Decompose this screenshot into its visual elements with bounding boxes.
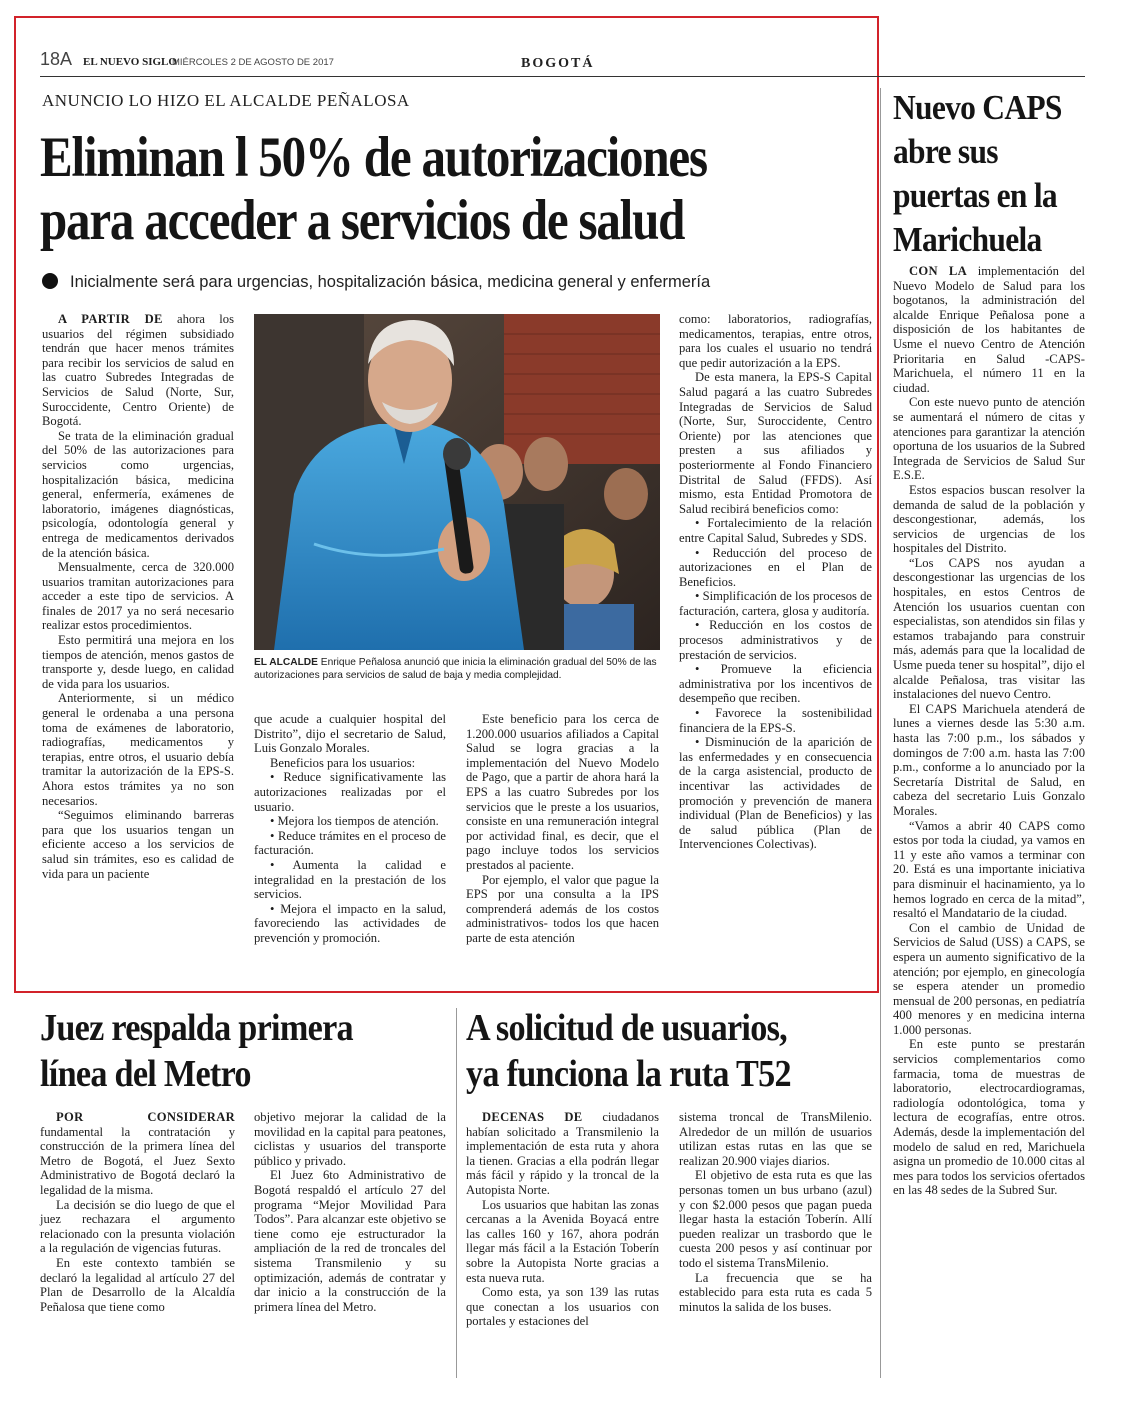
paragraph: El objetivo de esta ruta es que las personas tomen un bus urbano (azul) y con $2.000 pesos que pagan pueda llegar hasta la estación Toberín. Allí pueden realizar un trasbordo que le cuesta 200 pesos y así continuar por todo el sistema TransMilenio. (679, 1168, 872, 1270)
paragraph: sistema troncal de TransMilenio. Alrededor de un millón de usuarios utilizan estas rutas en las que se realizan 20.900 viajes diarios. (679, 1110, 872, 1168)
paragraph: “Los CAPS nos ayudan a descongestionar las urgencias de los hospitales, en estos Centros de Atención los usuarios cuentan con especialistas, son atendidos sin filas y estamos trabajando para construir más, además para que la localidad de Usme pueda tener su hospital”, dijo el alcalde Peñalosa, tras visitar las instalaciones del nuevo Centro. (893, 555, 1086, 702)
bullet-item: • Reduce trámites en el proceso de facturación. (254, 828, 446, 858)
main-column-4 (679, 312, 872, 852)
t52-lead-in: DECENAS DE (482, 1110, 583, 1124)
paragraph: ciudadanos habían solicitado a Transmilenio la implementación de esta ruta y ahora la tienen. Gracias a ella podrán llegar más fácil y rápido y la troncal de la Autopista Norte. (466, 1110, 659, 1197)
bullet-item: • Reduce significativamente las autorizaciones realizadas por el usuario. (254, 770, 446, 814)
paragraph: De esta manera, la EPS-S Capital Salud pagará a las cuatro Subredes Integradas de Servicios de Salud (Norte, Sur, Suroccidente, Centro Oriente) por las atenciones que presten a sus afiliados y posteriormente al Fondo Financiero Distrital de Salud (FFDS). Así mismo, esta Entidad Promotora de Salud recibirá beneficios como: (679, 370, 872, 516)
caption-lead: EL ALCALDE (254, 657, 318, 668)
paragraph: Beneficios para los usuarios: (270, 755, 416, 770)
paragraph: que acude a cualquier hospital del Distrito”, dijo el secretario de Salud, Luis Gonzalo Morales. (254, 712, 446, 756)
paragraph: El CAPS Marichuela atenderá de lunes a viernes desde las 5:30 a.m. hasta las 7:00 p.m., los sábados y domingos de 7:00 a.m. hasta las 7:00 p.m., conforme a lo anunciado por la Secretaría Distrital de Salud, en cabeza del secretario Luis Gonzalo Morales. (893, 701, 1085, 818)
paragraph: La frecuencia que se ha establecido para esta ruta es cada 5 minutos la salida de los buses. (679, 1270, 872, 1314)
paragraph: Se trata de la eliminación gradual del 50% de las autorizaciones para servicios como urgencias, hospitalización básica, medicina general, enfermería, exámenes de laboratorio, imágenes diagnósticas, psicología, odontología general y entrega de medicamentos derivados de la atención básica. (42, 428, 234, 560)
sidebar-column (893, 264, 1085, 1198)
paragraph: Con el cambio de Unidad de Servicios de Salud (USS) a CAPS, se espera un aumento significativo de la atención; por ejemplo, en ginecología se espera atender un promedio mensual de 200 personas, en pediatría 400 menores y en medicina interna 1.000 personas. (893, 920, 1085, 1037)
paragraph: En este contexto también se declaró la legalidad al artículo 27 del Plan de Desarrollo de la Alcaldía Peñalosa que tiene como (40, 1255, 235, 1314)
sidebar-lead-in: CON LA (909, 264, 968, 278)
paragraph: objetivo mejorar la calidad de la movilidad en la capital para peatones, ciclistas y usuarios del transporte público y privado. (254, 1110, 446, 1168)
paragraph: “Vamos a abrir 40 CAPS como estos por toda la ciudad, ya vamos en 11 y este año vamos a terminar con 20. Está es una importante iniciativa para disminuir el hacinamiento, ya lo hemos logrado en cerca de la mitad”, resaltó el Mandatario de la ciudad. (893, 818, 1085, 921)
bullet-item: • Reducción en los costos de procesos administrativos y de prestación de servicios. (679, 618, 872, 662)
bullet-item: • Favorece la sostenibilidad financiera de la EPS-S. (679, 706, 872, 735)
main-headline-line-1: Eliminan l 50% de autorizaciones (40, 126, 707, 189)
sidebar-headline-line: abre sus (893, 132, 998, 171)
juez-headline-line: línea del Metro (40, 1053, 251, 1095)
page-number: 18A (40, 49, 73, 69)
caption-text: Enrique Peñalosa anunció que inicia la eliminación gradual del 50% de las autorizaciones para servicios de salud de baja y media complejidad. (254, 657, 657, 682)
juez-headline-line: Juez respalda primera (40, 1007, 353, 1049)
bullet-dot-icon (42, 273, 58, 289)
main-column-1 (42, 312, 234, 881)
mayor-photo-image (254, 314, 660, 650)
photo-caption (254, 656, 660, 683)
paragraph: como: laboratorios, radiografías, medicamentos, terapias, entre otros, para los cuales el usuario no tendrá que pedir autorización a la EPS. (679, 312, 872, 370)
paragraph: Por ejemplo, el valor que pague la EPS por una consulta a la IPS comprenderá además de los costos administrativos- todos los que hacen parte de esta atención (466, 872, 659, 945)
paragraph: En este punto se prestarán servicios complementarios como farmacia, toma de muestras de laboratorio, electrocardiogramas, radiología odontológica, toma y lectura de ecografías, entre otros. Además, desde la implementación del modelo de salud en red, Marichuela asigna un promedio de 10.000 citas al mes para todos los servicios ofertados en las 48 sedes de la Subred Sur. (893, 1037, 1085, 1198)
paragraph: El Juez 6to Administrativo de Bogotá respaldó el artículo 27 del programa “Mejor Movilidad Para Todos”. Para alcanzar este objetivo se tiene como eje estructurador la ampliación de la red de troncales del sistema Transmilenio y su optimización, además de contratar y dar inicio a la construcción de la primera línea del Metro. (254, 1168, 446, 1314)
main-column-3 (466, 712, 659, 946)
paragraph: implementación del Nuevo Modelo de Salud para los bogotanos, la administración del alcalde Enrique Peñalosa pone a disposición de los habitantes de Usme el nuevo Centro de Atención Prioritaria en Salud -CAPS- Marichuela, el número 11 en la ciudad. (893, 264, 1085, 395)
paragraph: Con este nuevo punto de atención se aumentará el número de citas y atenciones para garantizar la atención oportuna de los usuarios de la Subred Integrada de Servicios de Salud Sur E.S.E. (893, 395, 1085, 483)
t52-column-1 (466, 1110, 659, 1329)
mayor-photo (254, 314, 660, 650)
bottom-divider (456, 1008, 457, 1378)
paragraph: La decisión se dio luego de que el juez rechazara el argumento relacionado con la presunta violación a la regulación de vigencias futuras. (40, 1197, 235, 1256)
paragraph: Anteriormente, si un médico general le ordenaba a una persona toma de exámenes de laboratorio, radiografías, medicamentos y terapias, entre otros, el usuario debía tramitar la autorización de la EPS-S. Ahora estos trámites ya no son necesarios. (42, 691, 234, 808)
main-lead-in: A PARTIR DE (58, 312, 163, 326)
bullet-item: • Promueve la eficiencia administrativa por los incentivos de desempeño que reciben. (679, 662, 872, 706)
t52-headline (466, 1005, 862, 1097)
main-subhead (42, 273, 710, 292)
paragraph: Como esta, ya son 139 las rutas que conectan a los usuarios con portales y estaciones del (466, 1285, 659, 1329)
main-headline (40, 126, 754, 252)
t52-headline-line: ya funciona la ruta T52 (466, 1053, 791, 1095)
main-kicker: ANUNCIO LO HIZO EL ALCALDE PEÑALOSA (42, 91, 410, 110)
juez-column-1 (40, 1110, 235, 1314)
main-headline-line-2: para acceder a servicios de salud (40, 189, 685, 252)
newspaper-name: EL NUEVO SIGLO (83, 56, 177, 68)
sidebar-headline-line: Nuevo CAPS (893, 88, 1062, 127)
bullet-item: • Simplificación de los procesos de facturación, cartera, glosa y auditoría. (679, 589, 872, 618)
header-divider (40, 76, 1085, 77)
paragraph: fundamental la contratación y construcción de la primera línea del Metro de Bogotá, el Juez Sexto Administrativo de Bogotá declaró la legalidad de la misma. (40, 1124, 235, 1197)
juez-column-2 (254, 1110, 446, 1314)
bullet-item: • Mejora los tiempos de atención. (270, 814, 439, 829)
sidebar-divider (880, 88, 881, 1378)
bullet-item: • Disminución de la aparición de las enfermedades y en consecuencia de la carga asistencial, producto de incentivar las actividades de promoción y prevención de manera individual (Plan de Beneficios) y las de salud pública (Plan de Intervenciones Colectivas). (679, 735, 872, 852)
section-title: BOGOTÁ (521, 56, 595, 71)
bullet-item: • Reducción del proceso de autorizaciones en el Plan de Beneficios. (679, 545, 872, 589)
sidebar-headline-line: Marichuela (893, 220, 1042, 259)
paragraph: Esto permitirá una mejora en los tiempos de atención, menos gastos de transporte y, desde luego, en calidad de vida para los usuarios. (42, 633, 234, 691)
paragraph: Este beneficio para los cerca de 1.200.000 usuarios afiliados a Capital Salud se logra gracias a la implementación del Nuevo Modelo de Pago, que a partir de ahora hará la EPS a las cuatro Subredes por los servicios que le preste a los usuarios, consiste en una remuneración integral por actividad final, es decir, que el pago incluye todos los servicios prestados al paciente. (466, 712, 659, 872)
paragraph: Mensualmente, cerca de 320.000 usuarios tramitan autorizaciones para acceder a este tipo de servicios. A finales de 2017 ya no será necesario realizar estos procedimientos. (42, 560, 234, 633)
paragraph: “Seguimos eliminando barreras para que los usuarios tengan un eficiente acceso a los servicios de salud sin trámites, eso es calidad de vida para un paciente (42, 808, 234, 881)
bullet-item: • Aumenta la calidad e integralidad en la prestación de los servicios. (254, 857, 446, 902)
t52-column-2 (679, 1110, 872, 1314)
bullet-item: • Fortalecimiento de la relación entre Capital Salud, Subredes y SDS. (679, 516, 872, 545)
paragraph: ahora los usuarios del régimen subsidiado tendrán que hacer menos trámites para recibir los servicios de salud en las cuatro Subredes Integradas de Servicios de Salud (Norte, Sur, Suroccidente, Centro Oriente) de Bogotá. (42, 312, 234, 429)
paragraph: Estos espacios buscan resolver la demanda de salud de la población y descongestionar, además, los servicios de urgencias de los hospitales del Distrito. (893, 482, 1085, 556)
t52-headline-line: A solicitud de usuarios, (466, 1007, 788, 1049)
paragraph: Los usuarios que habitan las zonas cercanas a la Avenida Boyacá entre las calles 160 y 167, ahora podrán llegar más fácil a la Estación Toberín sobre la Autopista Norte gracias a esta nueva ruta. (466, 1197, 659, 1285)
main-column-2 (254, 712, 446, 946)
bullet-item: • Mejora el impacto en la salud, favoreciendo las actividades de prevención y promoción. (254, 901, 446, 945)
issue-date: MIÉRCOLES 2 DE AGOSTO DE 2017 (172, 57, 334, 68)
juez-headline (40, 1005, 418, 1097)
sidebar-headline-line: puertas en la (893, 176, 1057, 215)
sidebar-headline (893, 86, 1073, 262)
main-subhead-text: Inicialmente será para urgencias, hospitalización básica, medicina general y enfermería (70, 273, 711, 291)
juez-lead-in: POR CONSIDERAR (56, 1110, 235, 1124)
